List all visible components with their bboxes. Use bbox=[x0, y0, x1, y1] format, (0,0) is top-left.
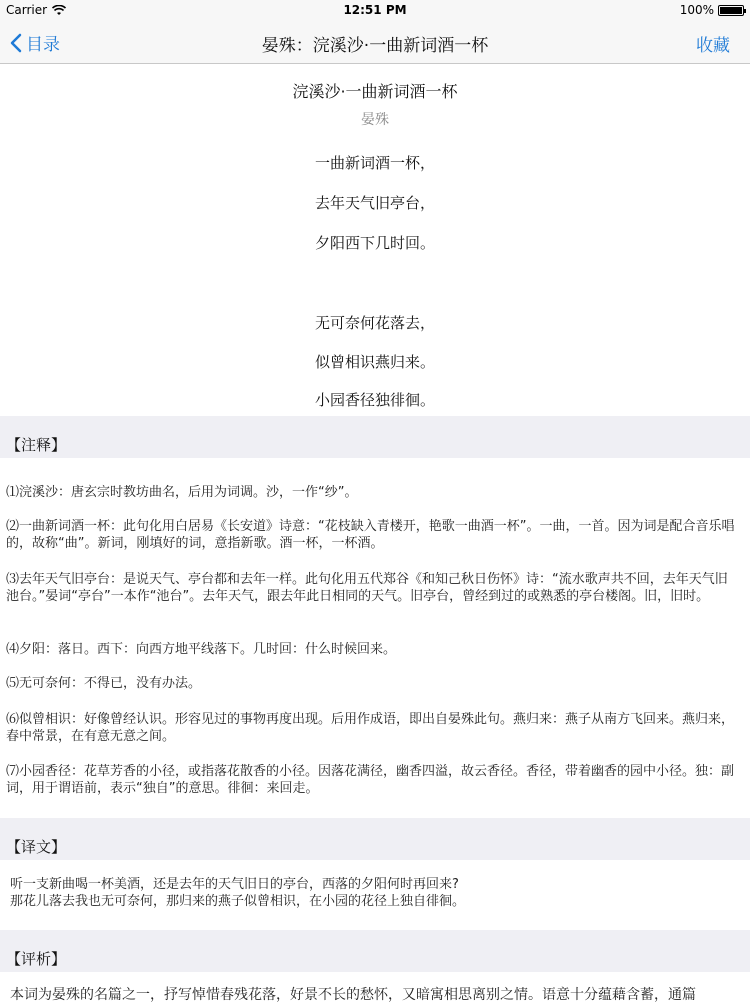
translation-line: 听一支新曲喝一杯美酒，还是去年的天气旧日的亭台，西落的夕阳何时再回来? bbox=[10, 877, 459, 892]
poem-line: 去年天气旧亭台， bbox=[314, 194, 435, 212]
comment-text: 本词为晏殊的名篇之一，抒写悼惜春残花落，好景不长的愁怀，又暗寓相思离别之情。语意十分蕴藉含蓄，通篇 bbox=[10, 987, 696, 1003]
page-title: 晏殊：浣溪沙·一曲新词酒一杯 bbox=[261, 36, 489, 56]
back-button-label: 目录 bbox=[26, 35, 60, 55]
notes-header: 【注释】 bbox=[0, 416, 750, 458]
carrier-label: Carrier bbox=[6, 3, 48, 17]
comment-header: 【评析】 bbox=[0, 930, 750, 972]
translation-line: 那花儿落去我也无可奈何，那归来的燕子似曾相识，在小园的花径上独自徘徊。 bbox=[10, 894, 466, 909]
battery-icon bbox=[718, 5, 744, 16]
poem-title: 浣溪沙·一曲新词酒一杯 bbox=[292, 82, 458, 101]
status-right bbox=[680, 3, 744, 17]
note-item: ⑶去年天气旧亭台：是说天气、亭台都和去年一样。此句化用五代郑谷《和知己秋日伤怀》诗：“流水歌声共不回，去年天气旧池台。”晏词“亭台”一本作“池台”。去年天气，跟去年此日相同的天气。旧亭台，曾经到过的或熟悉的亭台楼阁。旧，旧时。 bbox=[6, 572, 728, 604]
poem-line: 小园香径独徘徊。 bbox=[314, 391, 435, 409]
note-item: ⑹似曾相识：好像曾经认识。形容见过的事物再度出现。后用作成语，即出自晏殊此句。燕归来：燕子从南方飞回来。燕归来，春中常景，在有意无意之间。 bbox=[6, 712, 735, 744]
poem-line: 似曾相识燕归来。 bbox=[314, 353, 435, 371]
poem-line: 无可奈何花落去， bbox=[314, 314, 435, 332]
status-bar bbox=[0, 0, 750, 20]
poem-line: 一曲新词酒一杯， bbox=[314, 154, 435, 172]
note-item: ⑺小园香径：花草芳香的小径，或指落花散香的小径。因落花满径，幽香四溢，故云香径。香径，带着幽香的园中小径。独：副词，用于谓语前，表示“独自”的意思。徘徊：来回走。 bbox=[6, 764, 735, 796]
poem-line: 夕阳西下几时回。 bbox=[314, 234, 435, 252]
favorite-button[interactable]: 收藏 bbox=[696, 36, 730, 56]
note-item: ⑵一曲新词酒一杯：此句化用白居易《长安道》诗意：“花枝缺入青楼开，艳歌一曲酒一杯”。一曲，一首。因为词是配合音乐唱的，故称“曲”。新词，刚填好的词，意指新歌。酒一杯，一杯酒。 bbox=[6, 519, 735, 551]
navigation-bar bbox=[0, 20, 750, 64]
note-item: ⑸无可奈何：不得已，没有办法。 bbox=[6, 676, 202, 691]
note-item: ⑷夕阳：落日。西下：向西方地平线落下。几时回：什么时候回来。 bbox=[6, 642, 397, 657]
battery-percent: 100% bbox=[679, 3, 714, 17]
translation-header: 【译文】 bbox=[0, 818, 750, 860]
poem-section bbox=[0, 64, 750, 416]
note-item: ⑴浣溪沙：唐玄宗时教坊曲名，后用为词调。沙，一作“纱”。 bbox=[6, 485, 358, 500]
poem-author: 晏殊 bbox=[361, 112, 389, 128]
status-time: 12:51 PM bbox=[343, 3, 407, 17]
